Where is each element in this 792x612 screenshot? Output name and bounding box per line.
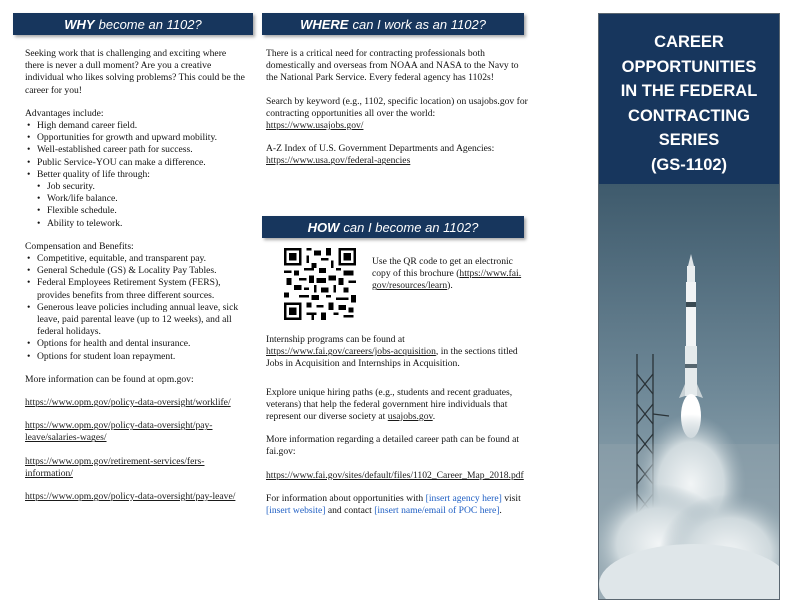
placeholder-poc: [insert name/email of POC here] [374,505,500,517]
placeholder-agency: [insert agency here] [425,492,502,504]
cover-title [599,14,779,184]
fai-jobs-link[interactable]: https://www.fai.gov/careers/jobs-acquisition [266,346,436,358]
contact-text-c: and contact [327,505,372,517]
column-why [25,48,247,514]
advantages-label: Advantages include: [25,107,104,119]
why-heading-strong: WHY [64,16,95,32]
list-item: • General Schedule (GS) & Locality Pay Tables. [25,265,247,277]
contact-paragraph [266,493,528,517]
why-heading-rest: become an 1102? [98,16,202,32]
how-heading-rest: can I become an 1102? [343,219,479,235]
list-item: • Options for health and dental insurance. [25,338,247,350]
cover-panel [598,13,780,600]
federal-agencies-link[interactable]: https://www.usa.gov/federal-agencies [266,155,411,167]
qr-text-end: ). [447,280,453,292]
internship-paragraph [266,334,528,371]
career-map-link[interactable]: https://www.fai.gov/sites/default/files/1102_Career_Map_2018.pdf [266,469,524,481]
where-heading-strong: WHERE [300,16,349,32]
opm-payleave-link[interactable]: https://www.opm.gov/policy-data-oversight/pay-leave/ [25,491,236,503]
rocket-launch-photo [599,184,779,600]
how-heading [262,216,524,238]
cover-title-line: CONTRACTING [628,106,750,125]
why-intro: Seeking work that is challenging and exciting where there is never a dull moment? Are you a creative individual who likes solving problems? This could be the career for you! [25,48,245,96]
comp-label: Compensation and Benefits: [25,240,134,252]
opm-fers-link[interactable]: https://www.opm.gov/retirement-services/fers-information/ [25,455,205,479]
hiring-paragraph [266,387,528,424]
why-heading [13,13,253,35]
list-item: • High demand career field. [25,120,247,132]
hiring-text: Explore unique hiring paths (e.g., students and recent graduates, veterans) that help the federal government hire individuals that represent our diverse society at [266,386,513,423]
internship-text: Internship programs can be found at [266,334,405,345]
contact-text-a: For information about opportunities with [266,492,424,504]
quality-list [25,181,247,230]
list-item: • Better quality of life through: [25,169,247,181]
qr-code-icon[interactable] [284,248,356,320]
how-heading-strong: HOW [307,219,340,235]
list-item: • Public Service-YOU can make a difference. [25,157,247,169]
cover-title-line: (GS-1102) [650,155,728,174]
list-item: • Opportunities for growth and upward mobility. [25,132,247,144]
list-item: • Well-established career path for success. [25,144,247,156]
comp-list [25,253,247,363]
column-how [266,334,528,528]
search-text: Search by keyword (e.g., 1102, specific location) on usajobs.gov for contracting opportunities all over the world: [266,95,528,119]
opm-more-info: More information can be found at opm.gov: [25,373,194,385]
contact-text-d: . [499,505,502,517]
list-item: • Flexible schedule. [25,205,247,217]
list-item: • Options for student loan repayment. [25,351,247,363]
internship-text-end: , in the sections titled Jobs in Acquisition and Internships in Acquisition. [266,346,518,370]
cover-title-line: SERIES [658,131,720,149]
az-paragraph [266,143,528,167]
list-item: • Competitive, equitable, and transparent pay. [25,253,247,265]
cover-title-line: CAREER [654,33,724,51]
hiring-text-end: . [432,411,436,423]
where-heading [262,13,524,35]
where-text: There is a critical need for contracting professionals both domestically and overseas from NOAA and NASA to the Navy to the National Park Service. Every federal agency has 1102s! [266,48,519,84]
placeholder-website: [insert website] [266,505,326,517]
qr-caption [372,256,522,293]
career-map-paragraph [266,470,528,482]
where-heading-rest: can I work as an 1102? [352,16,486,32]
list-item: • Federal Employees Retirement System (FERS), provides benefits from three different sources. [25,277,247,301]
column-where [266,48,528,179]
fai-learn-link[interactable]: https://www.fai.gov/resources/learn [372,268,522,292]
cover-title-line: IN THE FEDERAL [620,82,758,100]
career-text: More information regarding a detailed career path can be found at fai.gov: [266,434,520,458]
usajobs-link[interactable]: https://www.usajobs.gov/ [266,120,364,132]
opm-worklife-link[interactable]: https://www.opm.gov/policy-data-oversight/worklife/ [25,397,231,409]
search-paragraph [266,96,528,133]
list-item: • Job security. [25,181,247,193]
contact-text-b: visit [504,492,521,504]
list-item: • Ability to telework. [25,218,247,230]
cover-title-line: OPPORTUNITIES [621,57,757,76]
usajobs-gov-link[interactable]: usajobs.gov [387,411,433,423]
az-text: A-Z Index of U.S. Government Departments and Agencies: [266,143,495,155]
qr-text: Use the QR code to get an electronic copy of this brochure ( [372,256,513,280]
list-item: • Work/life balance. [25,193,247,205]
list-item: • Generous leave policies including annual leave, sick leave, paid parental leave (up to 12 weeks), and all federal holidays. [25,302,247,339]
advantages-list [25,120,247,181]
opm-salaries-link[interactable]: https://www.opm.gov/policy-data-oversight/pay-leave/salaries-wages/ [25,420,213,444]
